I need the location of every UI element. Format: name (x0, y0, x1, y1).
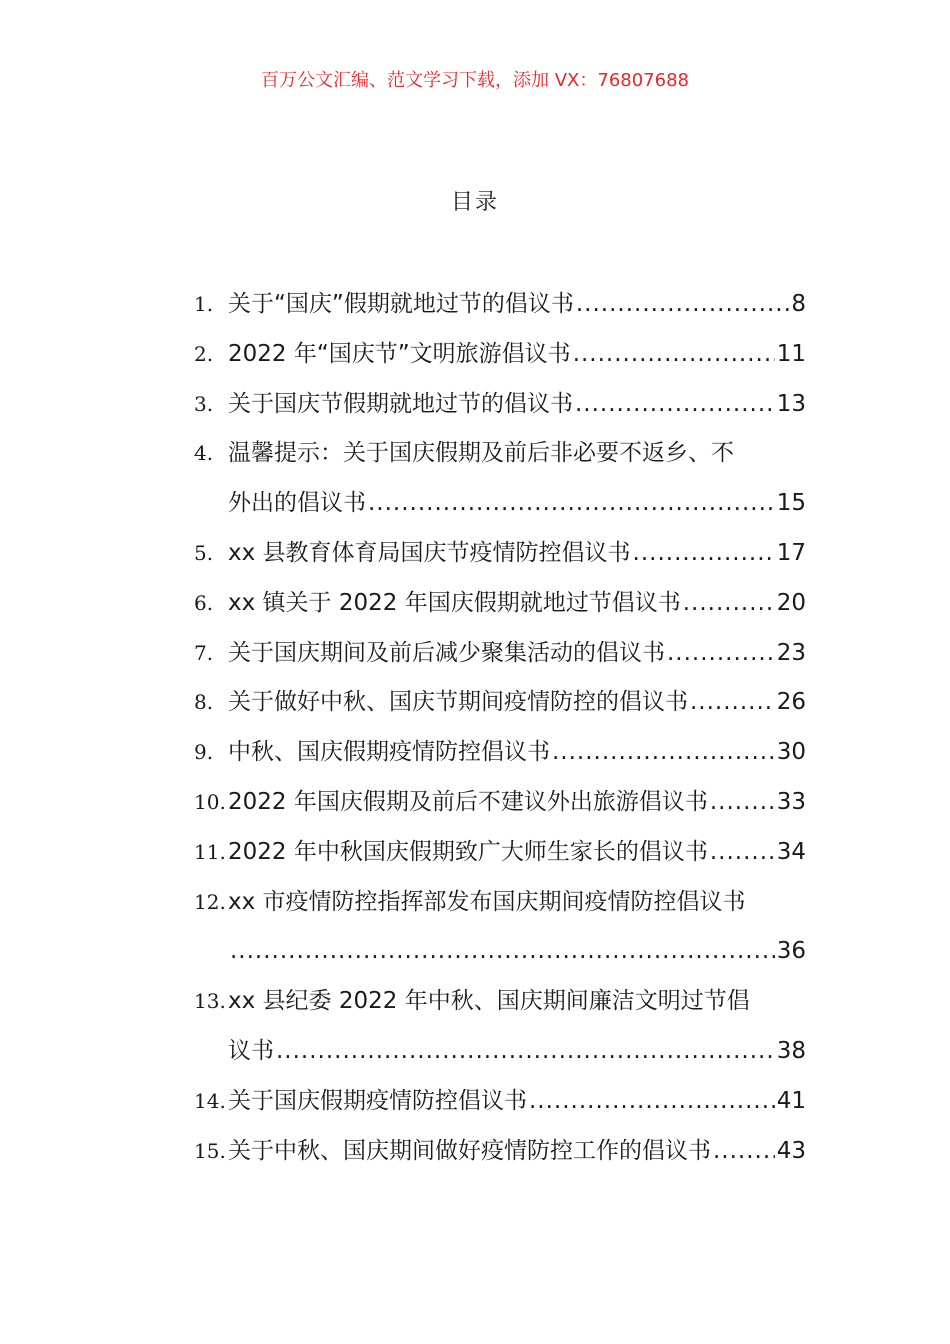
toc-page-number: 30 (776, 739, 806, 766)
toc-entry-title: 关于中秋、国庆期间做好疫情防控工作的倡议书 (228, 1137, 711, 1164)
toc-entry[interactable] (194, 529, 806, 579)
header-banner: 百万公文汇编、范文学习下载，添加 VX：76807688 (261, 70, 689, 91)
toc-entry-title: 外出的倡议书 (228, 490, 366, 517)
toc-entry[interactable] (194, 778, 806, 828)
toc-entry-number: 15. (194, 1138, 226, 1163)
toc-page-number: 15 (776, 490, 806, 517)
toc-entry[interactable] (194, 728, 806, 778)
toc-entry-title: 2022 年中秋国庆假期致广大师生家长的倡议书 (228, 838, 708, 865)
toc-entry-title: 关于国庆假期疫情防控倡议书 (228, 1087, 527, 1114)
toc-entry[interactable] (194, 579, 806, 629)
toc-entry-number: 3. (194, 391, 214, 416)
toc-page-number: 11 (776, 340, 806, 367)
toc-dot-leader (683, 579, 775, 629)
toc-dot-leader (230, 927, 775, 977)
toc-entry-number: 14. (194, 1088, 226, 1113)
toc-entry-title: 关于国庆节假期就地过节的倡议书 (228, 390, 573, 417)
toc-entry-line (228, 1127, 806, 1177)
toc-dot-leader (667, 629, 775, 679)
toc-dot-leader (690, 678, 775, 728)
toc-entry-line (228, 280, 806, 330)
toc-dot-leader (576, 280, 790, 330)
toc-entry-title: xx 县教育体育局国庆节疫情防控倡议书 (228, 539, 631, 566)
toc-entry-line (228, 629, 806, 679)
toc-title: 目录 (450, 190, 499, 215)
toc-entry-number: 1. (194, 292, 214, 316)
toc-page-number: 8 (791, 291, 806, 317)
toc-entry-line (228, 678, 806, 728)
toc-entry-title: xx 镇关于 2022 年国庆假期就地过节倡议书 (228, 589, 681, 616)
toc-page-number: 26 (776, 689, 806, 716)
toc-entry[interactable] (194, 1077, 806, 1127)
toc-entry-title: xx 市疫情防控指挥部发布国庆期间疫情防控倡议书 (228, 888, 746, 915)
toc-entry[interactable] (194, 1127, 806, 1177)
toc-page-number: 36 (776, 938, 806, 965)
toc-entry-number: 10. (194, 789, 226, 814)
toc-entry[interactable] (194, 977, 806, 1077)
toc-dot-leader (713, 1127, 775, 1177)
toc-dot-leader (633, 529, 775, 579)
toc-page-number: 41 (776, 1087, 806, 1114)
toc-dot-leader (710, 778, 775, 828)
toc-page-number: 17 (776, 539, 806, 566)
toc-entry-title: xx 县纪委 2022 年中秋、国庆期间廉洁文明过节倡 (228, 988, 750, 1015)
toc-entry-number: 2. (194, 341, 214, 366)
toc-entry-line (228, 1027, 806, 1077)
toc-page-number: 34 (776, 838, 806, 865)
toc-entry[interactable] (194, 878, 806, 978)
toc-entry-title: 温馨提示：关于国庆假期及前后非必要不返乡、不 (228, 440, 734, 467)
toc-entry[interactable] (194, 280, 806, 330)
toc-entry-line (228, 529, 806, 579)
toc-entry[interactable] (194, 380, 806, 430)
toc-page-number: 43 (776, 1137, 806, 1164)
toc-entry-number: 12. (194, 889, 226, 914)
toc-entry[interactable] (194, 429, 806, 529)
toc-entry-line (228, 579, 806, 629)
toc-entry-number: 5. (194, 540, 214, 565)
toc-entry-number: 4. (194, 441, 214, 466)
toc-entry-title: 2022 年“国庆节”文明旅游倡议书 (228, 340, 571, 367)
toc-entry-number: 8. (194, 690, 214, 715)
toc-dot-leader (368, 479, 775, 529)
toc-entry[interactable] (194, 678, 806, 728)
toc-entry[interactable] (194, 629, 806, 679)
toc-entry-line (228, 778, 806, 828)
toc-entry[interactable] (194, 330, 806, 380)
toc-entry-title: 议书 (228, 1037, 274, 1064)
toc-entry-line (228, 1077, 806, 1127)
toc-page-number: 38 (776, 1037, 806, 1064)
toc-page-number: 33 (776, 788, 806, 815)
toc-dot-leader (276, 1027, 775, 1077)
table-of-contents (194, 280, 806, 1176)
toc-entry-number: 11. (194, 839, 226, 864)
toc-entry-number: 13. (194, 989, 226, 1014)
toc-dot-leader (573, 330, 775, 380)
toc-entry-line (228, 728, 806, 778)
toc-dot-leader (575, 380, 775, 430)
toc-entry-title: 中秋、国庆假期疫情防控倡议书 (228, 739, 550, 766)
toc-entry-line (228, 479, 806, 529)
toc-entry-number: 7. (194, 640, 214, 665)
toc-page-number: 13 (776, 390, 806, 417)
toc-entry-title: 关于做好中秋、国庆节期间疫情防控的倡议书 (228, 689, 688, 716)
toc-dot-leader (552, 728, 775, 778)
toc-entry-title: 关于“国庆”假期就地过节的倡议书 (228, 291, 574, 317)
toc-entry-number: 9. (194, 740, 214, 765)
toc-entry-line (228, 330, 806, 380)
toc-dot-leader (529, 1077, 775, 1127)
toc-entry-line (228, 828, 806, 878)
toc-page-number: 20 (776, 589, 806, 616)
toc-entry-number: 6. (194, 590, 214, 615)
toc-entry-title: 关于国庆期间及前后减少聚集活动的倡议书 (228, 639, 665, 666)
toc-page-number: 23 (776, 639, 806, 666)
toc-entry-title: 2022 年国庆假期及前后不建议外出旅游倡议书 (228, 788, 708, 815)
toc-entry-line (228, 380, 806, 430)
toc-entry[interactable] (194, 828, 806, 878)
toc-dot-leader (710, 828, 775, 878)
toc-entry-line (228, 927, 806, 977)
